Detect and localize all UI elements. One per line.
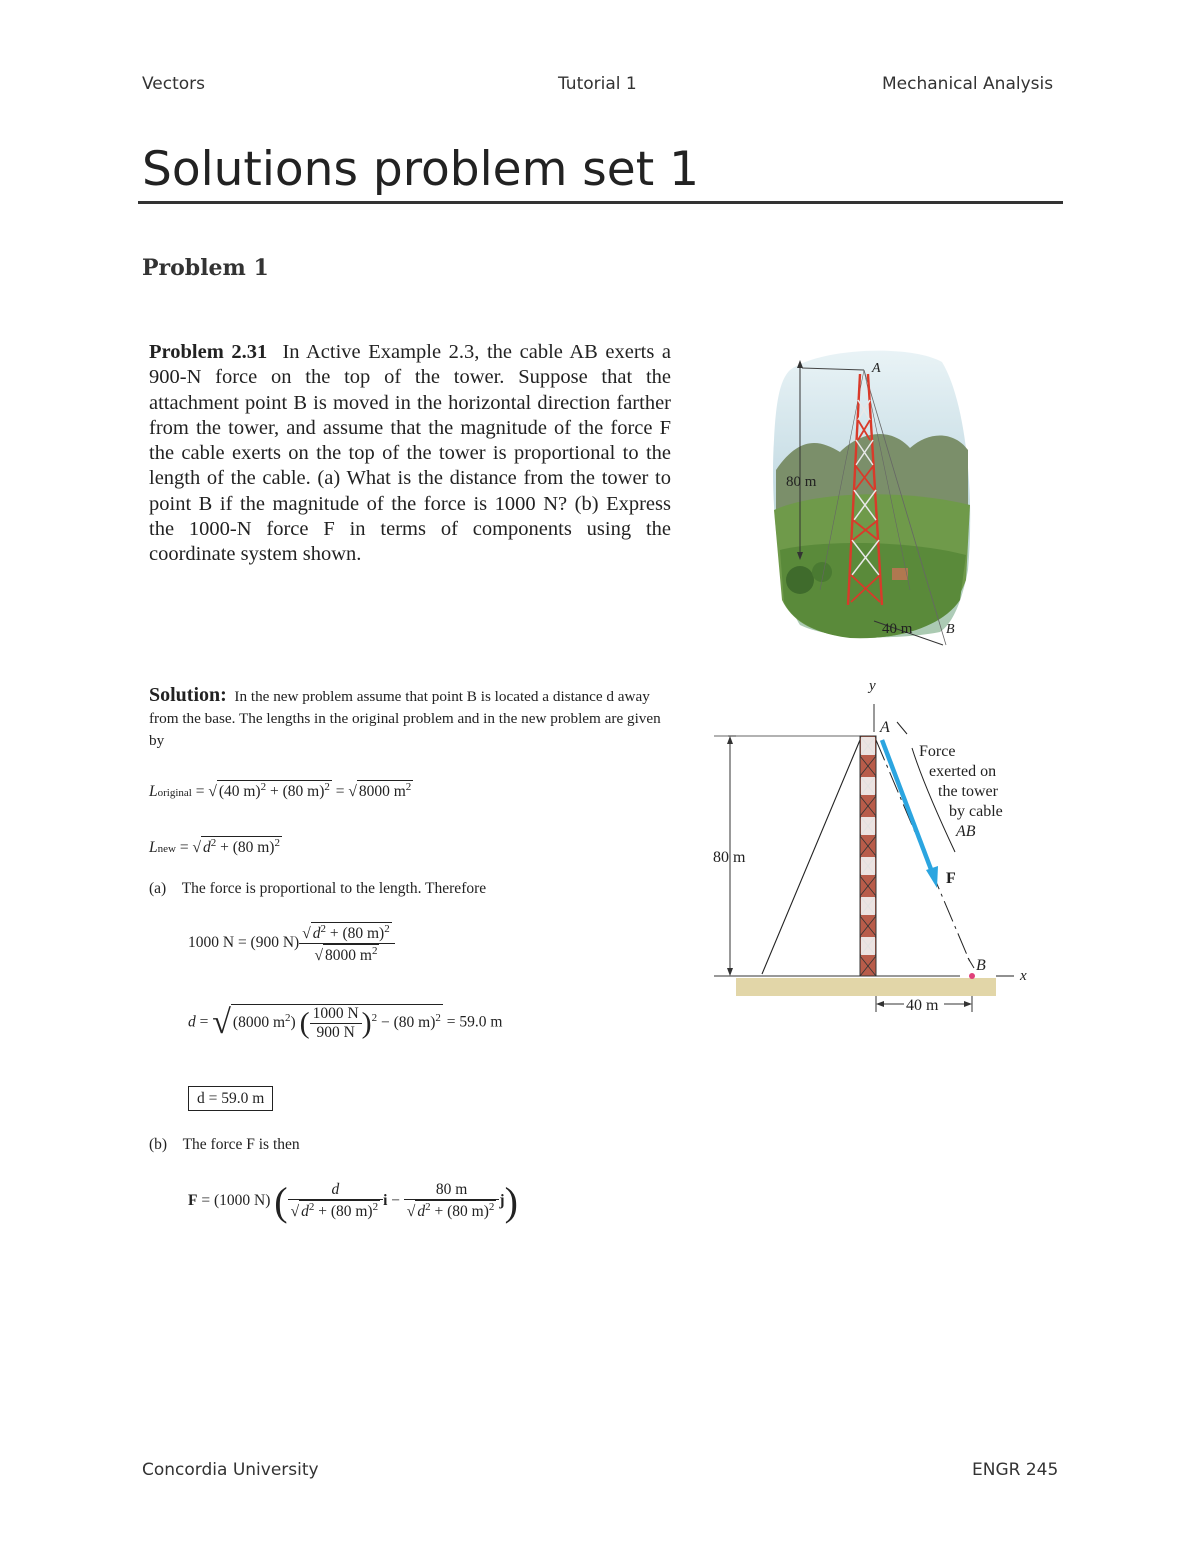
callout-line-1: Force	[919, 743, 956, 760]
header-left: Vectors	[142, 74, 206, 94]
diagram-label-b: B	[976, 957, 986, 974]
answer-value: d = 59.0 m	[188, 1086, 273, 1111]
section-heading: Problem 1	[142, 255, 269, 281]
equation-l-original: Loriginal = √ (40 m)$^2$ + (80 m)$^2$ = √ 8000 $m^2$	[149, 781, 412, 801]
part-b-label: (b)	[149, 1136, 168, 1153]
tower-mast	[860, 736, 876, 976]
ground	[736, 978, 996, 996]
callout-line-2: exerted on	[929, 763, 997, 780]
x-axis-label: x	[1020, 968, 1027, 984]
footer-left: Concordia University	[142, 1460, 319, 1480]
problem-label: Problem 2.31	[149, 341, 268, 363]
solution-intro-text: In the new problem assume that point B is located a distance d away from the base. The lengths in the original problem and in the new problem are given by	[149, 688, 661, 749]
solution-label: Solution:	[149, 684, 227, 706]
header-center: Tutorial 1	[558, 74, 637, 94]
point-b	[969, 973, 975, 979]
top-label-b: B	[946, 622, 955, 637]
part-b-text: The force F is then	[182, 1136, 300, 1153]
diagram-height-label: 80 m	[713, 849, 746, 866]
problem-body: In Active Example 2.3, the cable AB exerts a 900-N force on the top of the tower. Suppose that the attachment point B is moved in the horizontal direction farther from the tower, and assume that the magnitude of the force F the cable exerts on the top of the tower is proportional to the length of the cable. (a) What is the distance from the tower to point B if the magnitude of the force is 1000 N? (b) Express the 1000-N force F in terms of components using the coordinate system shown.	[149, 341, 672, 566]
top-label-a: A	[872, 361, 881, 376]
header-right: Mechanical Analysis	[882, 74, 1054, 94]
part-b-statement	[149, 1136, 300, 1154]
top-height-label: 80 m	[786, 474, 817, 490]
equation-proportion: 1000 N = (900 N) $\frac{√ d^2 + (80 m)^2}{√ 8000 m^2}$	[188, 922, 395, 965]
y-axis-label: y	[869, 678, 876, 694]
force-diagram	[700, 670, 1040, 1020]
callout-line-5: AB	[956, 823, 976, 840]
diagram-base-label: 40 m	[906, 997, 939, 1014]
footer-right: ENGR 245	[972, 1460, 1059, 1480]
callout-line-3: the tower	[938, 783, 998, 800]
diagram-label-a: A	[880, 719, 890, 736]
part-a-statement	[149, 880, 486, 898]
part-a-label: (a)	[149, 880, 167, 897]
page-title: Solutions problem set 1	[142, 142, 699, 197]
force-label: F	[946, 870, 956, 887]
callout-line-4: by cable	[949, 803, 1003, 820]
tower-illustration	[760, 340, 980, 660]
solution-intro	[149, 684, 673, 752]
equation-solve-d: d = √ (8000 $m^2$) ( $\frac{1000 N}{900 N}$ )$^2$ − (80 m)$^2$ = 59.0 m	[188, 1004, 503, 1041]
title-rule	[138, 201, 1063, 204]
tree-icon	[786, 566, 814, 594]
answer-box	[188, 1090, 273, 1108]
equation-l-new: Lnew = √ $d^2 + (80$ m)$^2$	[149, 837, 280, 857]
equation-force-components: F = (1000 N) ( $\frac{d}{√ d^2 + (80 m)^2}$ i − $\frac{80 m}{√ d^2 + (80 m)^2}$ j)	[188, 1179, 518, 1224]
part-a-text: The force is proportional to the length. Therefore	[181, 880, 487, 897]
problem-statement	[149, 340, 671, 568]
top-base-label: 40 m	[882, 621, 913, 637]
